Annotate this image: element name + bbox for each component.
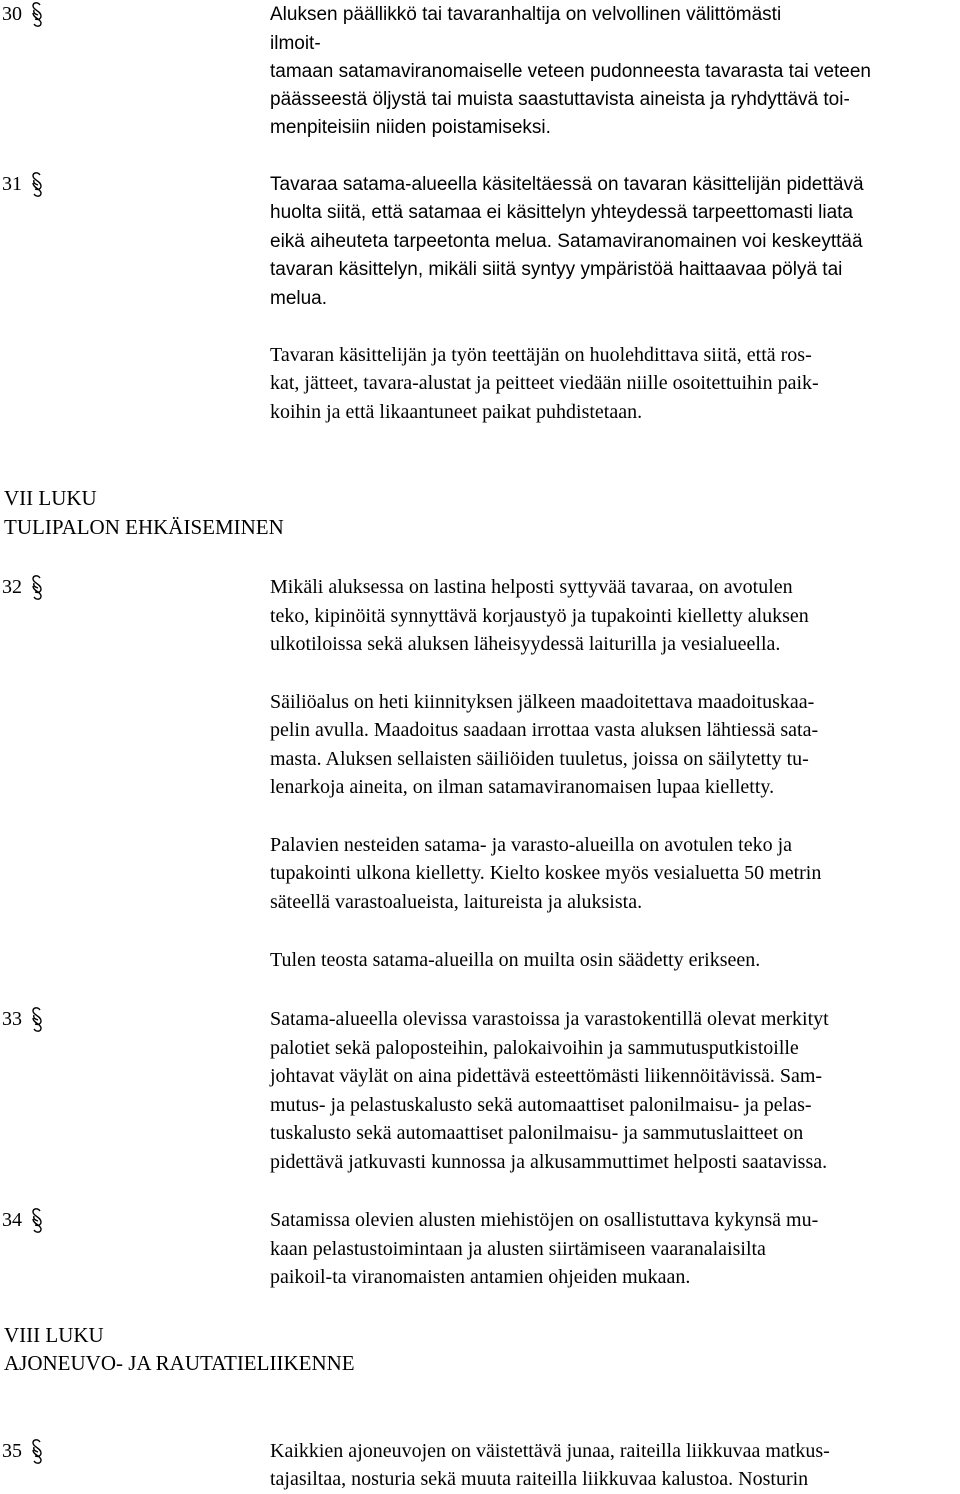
section-number: 34 bbox=[2, 1209, 22, 1231]
section-sign-icon bbox=[30, 1206, 44, 1235]
text-line: säteellä varastoalueista, laitureista ja aluksista. bbox=[270, 891, 643, 913]
text-line: Satamissa olevien alusten miehistöjen on osallistuttava kykynsä mu- bbox=[270, 1209, 819, 1231]
text-line: Säiliöalus on heti kiinnityksen jälkeen maadoitettava maadoituskaa- bbox=[270, 691, 815, 713]
text-line: tajasiltaa, nosturia sekä muuta raiteilla liikkuvaa kalustoa. Nosturin bbox=[270, 1468, 809, 1490]
text-line: ulkotiloissa sekä aluksen läheisyydessä laiturilla ja vesialueella. bbox=[270, 633, 781, 655]
section-number: 32 bbox=[2, 576, 22, 598]
text-line: lenarkoja aineita, on ilman satamaviranomaisen lupaa kielletty. bbox=[270, 776, 775, 798]
text-line: Aluksen päällikkö tai tavaranhaltija on velvollinen välittömästi bbox=[270, 4, 782, 25]
text-line: eikä aiheuteta tarpeetonta melua. Satamaviranomainen voi keskeyttää bbox=[270, 231, 863, 252]
text-line: menpiteisiin niiden poistamiseksi. bbox=[270, 117, 551, 138]
text-line: päässeestä öljystä tai muista saastuttavista aineista ja ryhdyttävä toi- bbox=[270, 89, 850, 110]
section-number: 33 bbox=[2, 1008, 22, 1030]
chapter-number: VII LUKU bbox=[4, 486, 97, 510]
text-line: kaan pelastustoimintaan ja alusten siirtämiseen vaaranalaisilta bbox=[270, 1238, 766, 1260]
section-number-35 bbox=[2, 1437, 44, 1466]
text-line: tamaan satamaviranomaiselle veteen pudonneesta tavarasta tai veteen bbox=[270, 61, 871, 82]
text-line: tuskalusto sekä automaattiset palonilmaisu- ja sammutuslaitteet on bbox=[270, 1122, 804, 1144]
text-line: Tulen teosta satama-alueilla on muilta osin säädetty erikseen. bbox=[270, 949, 761, 971]
text-line: melua. bbox=[270, 288, 328, 309]
section-number: 31 bbox=[2, 173, 22, 195]
section-sign-icon bbox=[30, 1005, 44, 1034]
text-line: paikoil-ta viranomaisten antamien ohjeiden mukaan. bbox=[270, 1266, 691, 1288]
text-line: koihin ja että likaantuneet paikat puhdistetaan. bbox=[270, 401, 643, 423]
text-line: Kaikkien ajoneuvojen on väistettävä junaa, raiteilla liikkuvaa matkus- bbox=[270, 1440, 830, 1462]
text-line: Tavaraa satama-alueella käsiteltäessä on tavaran käsittelijän pidettävä bbox=[270, 174, 864, 195]
section-number-31 bbox=[2, 170, 44, 199]
text-line: palotiet sekä paloposteihin, palokaivoihin ja sammutusputkistoille bbox=[270, 1037, 799, 1059]
text-line: kat, jätteet, tavara-alustat ja peitteet viedään niille osoitettuihin paik- bbox=[270, 372, 819, 394]
chapter-title: TULIPALON EHKÄISEMINEN bbox=[4, 515, 284, 539]
section-number-34 bbox=[2, 1206, 44, 1235]
text-line: ilmoit- bbox=[270, 33, 321, 54]
section-number-32 bbox=[2, 573, 44, 602]
text-line: pelin avulla. Maadoitus saadaan irrottaa vasta aluksen lähtiessä sata- bbox=[270, 719, 819, 741]
section-sign-icon bbox=[30, 170, 44, 199]
text-line: pidettävä jatkuvasti kunnossa ja alkusammuttimet helposti saatavissa. bbox=[270, 1151, 828, 1173]
section-sign-icon bbox=[30, 0, 44, 29]
text-line: tavaran käsittelyn, mikäli siitä syntyy ympäristöä haittaavaa pölyä tai bbox=[270, 259, 843, 280]
section-number-30 bbox=[2, 0, 44, 29]
chapter-number: VIII LUKU bbox=[4, 1323, 104, 1347]
section-number: 30 bbox=[2, 3, 22, 25]
text-line: johtavat väylät on aina pidettävä esteettömästi liikennöitävissä. Sam- bbox=[270, 1065, 823, 1087]
text-line: tupakointi ulkona kielletty. Kielto koskee myös vesialuetta 50 metrin bbox=[270, 862, 822, 884]
text-line: masta. Aluksen sellaisten säiliöiden tuuletus, joissa on säilytetty tu- bbox=[270, 748, 809, 770]
text-line: Mikäli aluksessa on lastina helposti syttyvää tavaraa, on avotulen bbox=[270, 576, 793, 598]
text-line: Palavien nesteiden satama- ja varasto-alueilla on avotulen teko ja bbox=[270, 834, 793, 856]
section-number: 35 bbox=[2, 1440, 22, 1462]
chapter-title: AJONEUVO- JA RAUTATIELIIKENNE bbox=[4, 1351, 355, 1375]
section-number-33 bbox=[2, 1005, 44, 1034]
text-line: mutus- ja pelastuskalusto sekä automaattiset palonilmaisu- ja pelas- bbox=[270, 1094, 812, 1116]
text-line: huolta siitä, että satamaa ei käsittelyn yhteydessä tarpeettomasti liata bbox=[270, 202, 853, 223]
text-line: teko, kipinöitä synnyttävä korjaustyö ja tupakointi kielletty aluksen bbox=[270, 605, 809, 627]
section-sign-icon bbox=[30, 1437, 44, 1466]
section-sign-icon bbox=[30, 573, 44, 602]
text-line: Satama-alueella olevissa varastoissa ja varastokentillä olevat merkityt bbox=[270, 1008, 829, 1030]
text-line: Tavaran käsittelijän ja työn teettäjän on huolehdittava siitä, että ros- bbox=[270, 344, 812, 366]
